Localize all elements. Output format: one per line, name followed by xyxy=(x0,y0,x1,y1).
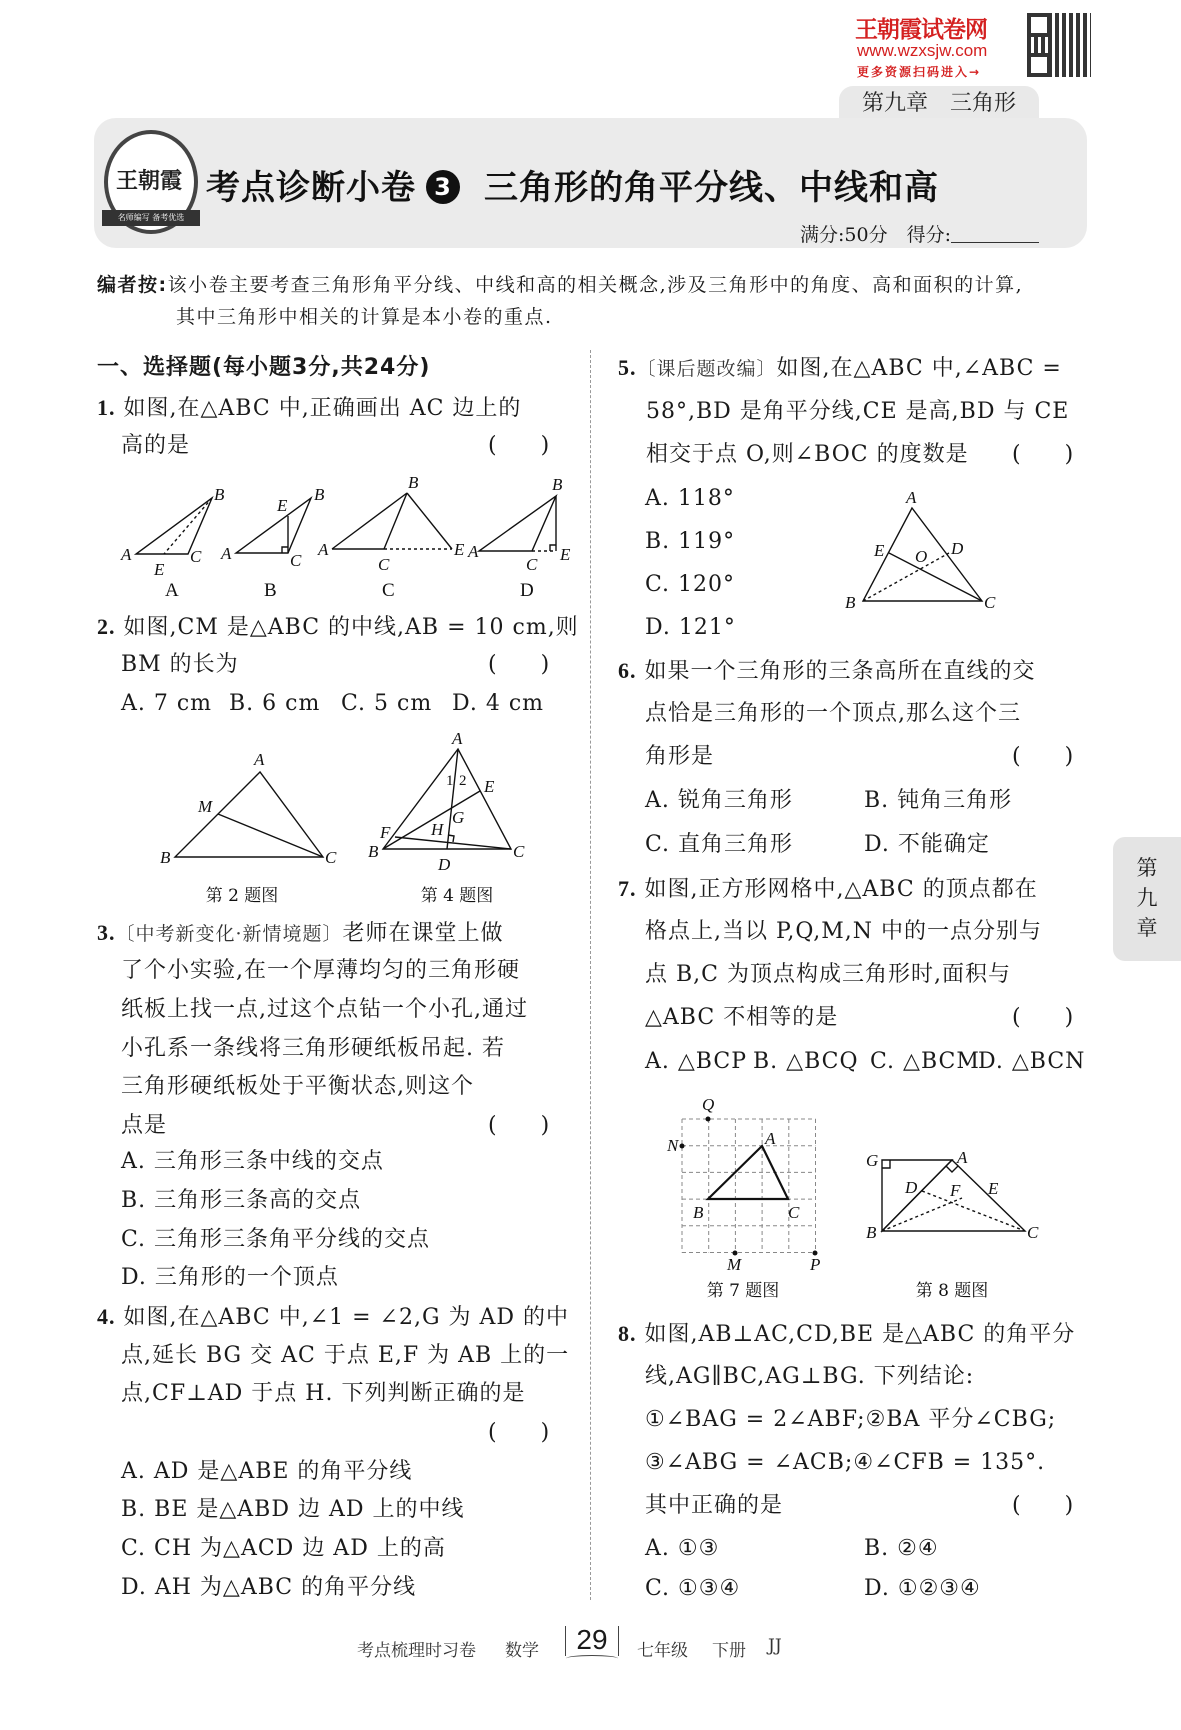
option-b[interactable]: B. 119° xyxy=(645,529,736,554)
angle-label: 1 xyxy=(446,773,454,789)
point-label: M xyxy=(727,1255,742,1274)
point-label: B xyxy=(866,1223,877,1242)
chapter-side-tab xyxy=(1113,837,1181,961)
point-label: F xyxy=(380,823,391,842)
title-main: 考点诊断小卷 xyxy=(206,168,416,208)
point-label: A xyxy=(957,1148,968,1167)
point-label: A xyxy=(221,544,232,563)
answer-bracket[interactable]: ( ) xyxy=(488,1420,550,1445)
side-tab-char: 第 xyxy=(1136,856,1158,880)
point-label: E xyxy=(154,560,165,579)
point-label: E xyxy=(988,1179,999,1198)
q-number: 2. xyxy=(97,614,116,639)
q-text: 点,CF⊥AD 于点 H. 下列判断正确的是 xyxy=(121,1381,526,1406)
option-c[interactable]: C. △BCM xyxy=(870,1049,980,1074)
q-text: 相交于点 O,则∠BOC 的度数是 xyxy=(646,442,969,467)
q-text: 如果一个三角形的三条高所在直线的交 xyxy=(644,659,1036,684)
option-a[interactable]: A. ①③ xyxy=(645,1536,720,1561)
title-number-badge: 3 xyxy=(426,170,460,204)
q-text: 58°,BD 是角平分线,CE 是高,BD 与 CE xyxy=(646,399,1070,424)
option-b[interactable]: B. 三角形三条高的交点 xyxy=(121,1188,362,1213)
page-number: 29 xyxy=(565,1626,619,1656)
brand-name: 王朝霞试卷网 xyxy=(855,17,987,43)
angle-label: 2 xyxy=(459,773,467,789)
q-text: 格点上,当以 P,Q,M,N 中的一点分别与 xyxy=(645,919,1043,944)
q-text: 点恰是三角形的一个顶点,那么这个三 xyxy=(645,701,1021,726)
point-label: E xyxy=(277,496,288,515)
point-label: N xyxy=(667,1136,679,1155)
point-label: B xyxy=(314,485,325,504)
figure-q1-d xyxy=(467,475,571,574)
point-label: B xyxy=(214,485,225,504)
point-label: A xyxy=(468,542,479,561)
option-d[interactable]: D. 三角形的一个顶点 xyxy=(121,1265,339,1290)
option-a[interactable]: A. △BCP xyxy=(645,1049,748,1074)
answer-bracket[interactable]: ( ) xyxy=(1012,1005,1074,1030)
q-text: △ABC 不相等的是 xyxy=(645,1005,839,1030)
point-label: Q xyxy=(702,1095,715,1114)
option-c[interactable]: C. 5 cm xyxy=(341,691,433,716)
point-label: B xyxy=(845,593,856,612)
figure-caption: 第 7 题图 xyxy=(706,1281,780,1301)
q-text: 高的是 xyxy=(121,433,191,458)
q-text: 如图,AB⊥AC,CD,BE 是△ABC 的角平分 xyxy=(644,1322,1076,1347)
option-b[interactable]: B. ②④ xyxy=(864,1536,939,1561)
point-label: E xyxy=(484,777,495,796)
q-text: 其中正确的是 xyxy=(645,1493,784,1518)
seal-text: 王朝霞 xyxy=(116,168,183,194)
option-d[interactable]: D. 不能确定 xyxy=(864,832,990,857)
figure-q1-a xyxy=(120,485,225,579)
point-label: D xyxy=(905,1178,918,1197)
q-number: 8. xyxy=(618,1321,637,1346)
footer-volume: 下册 xyxy=(712,1641,746,1661)
point-label: A xyxy=(765,1129,776,1148)
option-d[interactable]: D. AH 为△ABC 的角平分线 xyxy=(121,1575,417,1600)
answer-bracket[interactable]: ( ) xyxy=(488,1113,550,1138)
answer-bracket[interactable]: ( ) xyxy=(488,652,550,677)
point-label: B xyxy=(693,1203,704,1222)
answer-bracket[interactable]: ( ) xyxy=(1012,1493,1074,1518)
point-label: A xyxy=(254,750,265,769)
chapter-tab: 第九章 三角形 xyxy=(839,86,1039,126)
q-number: 6. xyxy=(618,658,637,683)
side-tab-char: 章 xyxy=(1136,916,1158,940)
point-label: P xyxy=(810,1255,821,1274)
figure-q1-b xyxy=(220,485,325,570)
footer-subject: 数学 xyxy=(505,1641,539,1661)
q-number: 5. xyxy=(618,355,637,380)
figure-q8 xyxy=(866,1148,1039,1301)
q-number: 1. xyxy=(97,395,116,420)
q-text: 如图,CM 是△ABC 的中线,AB = 10 cm,则 xyxy=(123,615,579,640)
q-text: 如图,在△ABC 中,正确画出 AC 边上的 xyxy=(123,396,522,421)
q-text: 点,延长 BG 交 AC 于点 E,F 为 AB 上的一 xyxy=(121,1343,570,1368)
fig-option-label: B xyxy=(264,580,277,601)
figure-q4 xyxy=(368,729,525,906)
point-label: B xyxy=(160,848,171,867)
fig-option-label: A xyxy=(165,580,179,601)
brand-more: 更多资源扫码进入→ xyxy=(857,65,982,79)
seal-ribbon: 名师编写 备考优选 xyxy=(102,210,200,226)
option-b[interactable]: B. 钝角三角形 xyxy=(864,788,1013,813)
option-c[interactable]: C. 直角三角形 xyxy=(645,832,794,857)
q-text: 线,AG∥BC,AG⊥BG. 下列结论: xyxy=(645,1364,975,1389)
q-tag: 〔课后题改编〕 xyxy=(636,358,777,380)
point-label: E xyxy=(874,541,885,560)
point-label: A xyxy=(121,545,132,564)
q-number: 3. xyxy=(97,920,116,945)
option-a[interactable]: A. 7 cm xyxy=(121,691,213,716)
point-label: B xyxy=(552,475,563,494)
option-d[interactable]: D. ①②③④ xyxy=(864,1576,981,1601)
answer-bracket[interactable]: ( ) xyxy=(488,433,550,458)
editor-note-line2: 其中三角形中相关的计算是本小卷的重点. xyxy=(176,306,553,328)
q-text: 三角形硬纸板处于平衡状态,则这个 xyxy=(121,1074,474,1099)
point-label: E xyxy=(560,545,571,564)
figure-q2 xyxy=(160,750,337,906)
point-label: G xyxy=(866,1151,879,1170)
q-text: 了个小实验,在一个厚薄均匀的三角形硬 xyxy=(121,958,520,983)
point-label: C xyxy=(513,842,525,861)
q-text: 纸板上找一点,过这个点钻一个小孔,通过 xyxy=(121,997,528,1022)
point-label: A xyxy=(452,729,463,748)
option-a[interactable]: A. AD 是△ABE 的角平分线 xyxy=(121,1459,413,1484)
answer-bracket[interactable]: ( ) xyxy=(1012,442,1074,467)
option-d[interactable]: D. 121° xyxy=(645,615,736,640)
point-label: C xyxy=(984,593,996,612)
figure-caption: 第 8 题图 xyxy=(915,1281,989,1301)
option-a[interactable]: A. 三角形三条中线的交点 xyxy=(121,1149,384,1174)
figure-q7 xyxy=(682,1119,816,1253)
q-text: 如图,在△ABC 中,∠ABC = xyxy=(776,356,1062,381)
point-label: F xyxy=(950,1181,961,1200)
footer-book: 考点梳理时习卷 xyxy=(357,1641,476,1661)
q-text: 角形是 xyxy=(645,744,715,769)
figure-q7-shapes xyxy=(666,1095,820,1301)
editor-note-text: 该小卷主要考查三角形角平分线、中线和高的相关概念,涉及三角形中的角度、高和面积的计算, xyxy=(167,274,1024,296)
option-b[interactable]: B. BE 是△ABD 边 AD 上的中线 xyxy=(121,1497,465,1522)
option-d[interactable]: D. △BCN xyxy=(978,1049,1086,1074)
point-label: C xyxy=(325,848,337,867)
option-a[interactable]: A. 锐角三角形 xyxy=(645,788,793,813)
option-c[interactable]: C. 120° xyxy=(645,572,736,597)
q-text: 如图,在△ABC 中,∠1 = ∠2,G 为 AD 的中 xyxy=(123,1305,570,1330)
point-label: B xyxy=(408,473,419,492)
point-label: E xyxy=(454,540,465,559)
q-text: 点 B,C 为顶点构成三角形时,面积与 xyxy=(645,962,1011,987)
figure-caption: 第 2 题图 xyxy=(205,886,279,906)
q-text: ③∠ABG = ∠ACB;④∠CFB = 135°. xyxy=(645,1450,1046,1475)
point-label: C xyxy=(378,555,390,574)
q-text: 小孔系一条线将三角形硬纸板吊起. 若 xyxy=(121,1036,505,1061)
figure-q5 xyxy=(845,488,996,612)
point-label: M xyxy=(198,797,213,816)
side-tab-char: 九 xyxy=(1136,886,1158,910)
fig-option-label: C xyxy=(382,580,395,601)
fig-option-label: D xyxy=(520,580,534,601)
point-label: H xyxy=(431,820,444,839)
editor-note-label: 编者按: xyxy=(97,274,168,296)
q-text: 老师在课堂上做 xyxy=(342,921,504,946)
option-b[interactable]: B. 6 cm xyxy=(229,691,321,716)
point-label: C xyxy=(788,1203,800,1222)
point-label: A xyxy=(906,488,917,507)
point-label: C xyxy=(1027,1223,1039,1242)
q-tag: 〔中考新变化·新情境题〕 xyxy=(115,923,343,945)
option-c[interactable]: C. 三角形三条角平分线的交点 xyxy=(121,1227,431,1252)
footer-edition: JJ xyxy=(768,1636,782,1656)
q-text: 如图,正方形网格中,△ABC 的顶点都在 xyxy=(644,877,1038,902)
option-b[interactable]: B. △BCQ xyxy=(753,1049,859,1074)
q-number: 4. xyxy=(97,1304,116,1329)
point-label: G xyxy=(452,808,465,827)
point-label: C xyxy=(526,555,538,574)
point-label: D xyxy=(438,855,451,874)
figure-caption: 第 4 题图 xyxy=(420,886,494,906)
brand-url[interactable]: www.wzxsjw.com xyxy=(857,41,988,60)
q-text: ①∠BAG = 2∠ABF;②BA 平分∠CBG; xyxy=(645,1407,1057,1432)
figure-q1-c xyxy=(317,473,465,574)
point-label: C xyxy=(190,547,202,566)
point-label: C xyxy=(290,551,302,570)
footer-grade: 七年级 xyxy=(637,1641,688,1661)
q-number: 7. xyxy=(618,876,637,901)
point-label: D xyxy=(951,539,964,558)
full-score: 满分:50分 xyxy=(800,224,888,246)
q-text: BM 的长为 xyxy=(121,652,239,677)
option-d[interactable]: D. 4 cm xyxy=(452,691,545,716)
option-a[interactable]: A. 118° xyxy=(645,486,735,511)
q-text: 点是 xyxy=(121,1113,168,1138)
score-label: 得分: xyxy=(906,224,951,246)
point-label: O xyxy=(915,547,928,566)
option-c[interactable]: C. ①③④ xyxy=(645,1576,741,1601)
answer-bracket[interactable]: ( ) xyxy=(1012,744,1074,769)
point-label: A xyxy=(318,540,329,559)
point-label: B xyxy=(368,842,379,861)
section-heading: 一、选择题(每小题3分,共24分) xyxy=(97,355,431,380)
title-subtitle: 三角形的角平分线、中线和高 xyxy=(484,168,939,208)
option-c[interactable]: C. CH 为△ACD 边 AD 上的高 xyxy=(121,1536,446,1561)
